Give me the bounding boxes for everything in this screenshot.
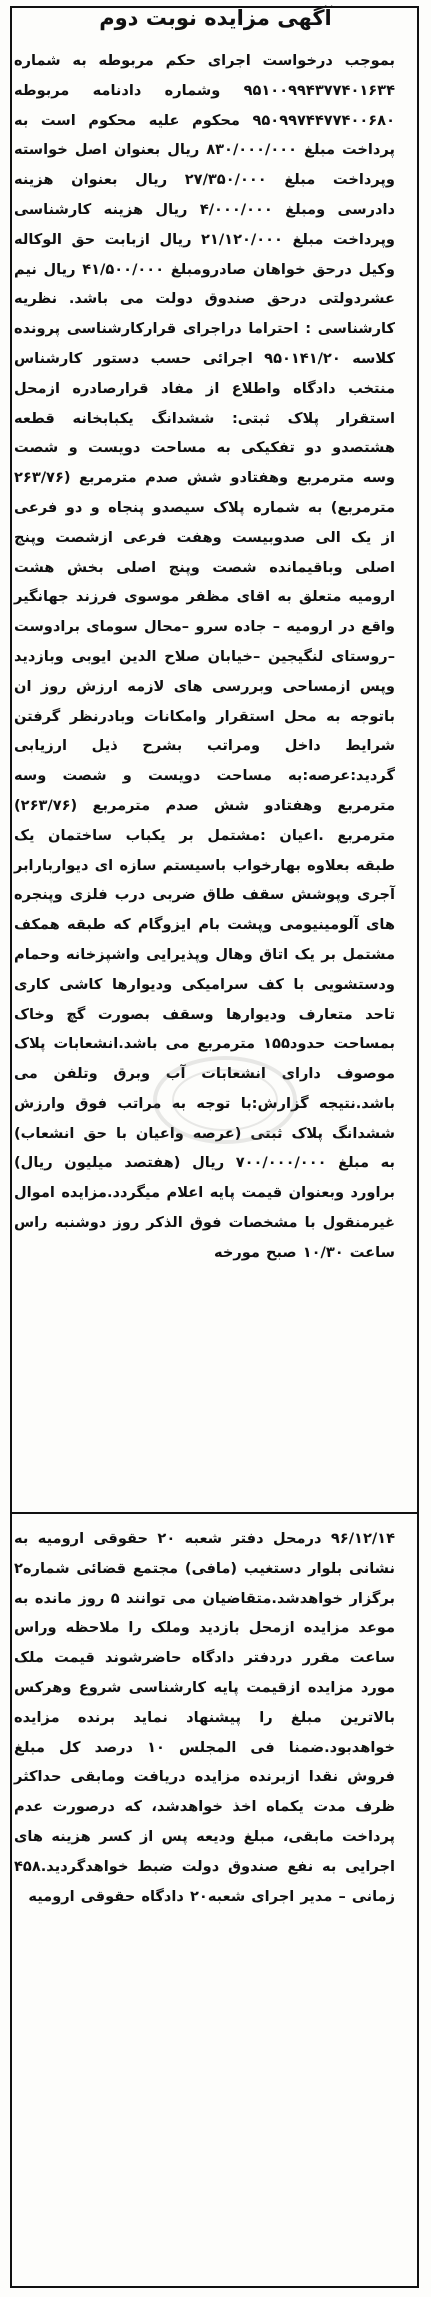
section-divider [10, 1512, 419, 1514]
watermark-stamp-icon [150, 1050, 300, 1150]
notice-body-part-2: ۹۶/۱۲/۱۴ درمحل دفتر شعبه ۲۰ حقوقی ارومیه به نشانی بلوار دستغیب (مافی) مجتمع قضائی شماره۲ برگزار خواهدشد.متقاضیان می توانند ۵ روز مانده به موعد مزایده ازمحل بازدید وملک را ملاحظه وراس ساعت مقرر دردفتر دادگاه حاضرشوند قیمت ملک مورد مزایده ازقیمت پایه کارشناسی شروع وهرکس بالاترین مبلغ را پیشنهاد نماید برنده مزایده خواهدبود.ضمنا فی المجلس ۱۰ درصد کل مبلغ فروش نقدا ازبرنده مزایده دریافت ومابقی حداکثر ظرف مدت یکماه اخذ خواهدشد، که درصورت عدم پرداخت مابقی، مبلغ ودیعه پس از کسر هزینه های اجرایی به نفع صندوق دولت ضبط خواهدگردید.۴۵۸ زمانی – مدیر اجرای شعبه۲۰ دادگاه حقوقی ارومیه [14, 1530, 395, 1905]
notice-title: آگهی مزایده نوبت دوم [99, 6, 332, 30]
notice-body-part-1: بموجب درخواست اجرای حکم مربوطه به شماره ۹۵۱۰۰۹۹۴۳۷۷۴۰۱۶۳۴ وشماره دادنامه مربوطه ۹۵۰۹۹۷۴۴۷۷۴۰۰۶۸۰ محکوم علیه محکوم است به پرداخت مبلغ ۸۳۰/۰۰۰/۰۰۰ ریال بعنوان اصل خواسته وپرداخت مبلغ ۲۷/۳۵۰/۰۰۰ ریال بعنوان هزینه دادرسی ومبلغ ۴/۰۰۰/۰۰۰ ریال هزینه کارشناسی وپرداخت مبلغ ۲۱/۱۲۰/۰۰۰ ریال ازبابت حق الوکاله وکیل درحق خواهان صادرومبلغ ۴۱/۵۰۰/۰۰۰ ریال نیم عشردولتی درحق صندوق دولت می باشد. نظریه کارشناسی : احتراما دراجرای قرارکارشناسی پرونده کلاسه ۹۵۰۱۴۱/۲۰ اجرائی حسب دستور کارشناس منتخب دادگاه واطلاع از مفاد قرارصادره ازمحل استقرار پلاک ثبتی: ششدانگ یکبابخانه قطعه هشتصدو دو تفکیکی به مساحت دویست و شصت وسه مترمربع وهفتادو شش صدم مترمربع (۲۶۳/۷۶ مترمربع) به شماره پلاک سیصدو پنجاه و دو فرعی از یک الی صدوبیست وهفت فرعی ازشصت وپنج اصلی وباقیمانده شصت وپنج اصلی بخش هشت ارومیه متعلق به اقای مظفر موسوی فرزند جهانگیر واقع در ارومیه – جاده سرو –محال سومای برادوست –روستای لنگیجین –خیابان صلاح الدین ایوبی وبازدید وپس ازمساحی وبررسی های لازمه ارزش روز ان باتوجه به محل استقرار وامکانات وبادرنظر گرفتن شرایط داخل ومراتب بشرح ذیل ارزیابی گردید:عرصه:به مساحت دویست و شصت وسه مترمربع وهفتادو شش صدم مترمربع (۲۶۳/۷۶) مترمربع .اعیان :مشتمل بر یکباب ساختمان یک طبقه بعلاوه بهارخواب باسیستم سازه ای دیواربارابر آجری وپوشش سقف طاق ضربی درب فلزی وپنجره های آلومینیومی وپشت بام ایزوگام که طبقه همکف مشتمل بر یک اتاق وهال وپذیرایی واشپزخانه وحمام ودستشویی با کف سرامیکی ودیوارها کاشی کاری تاحد متعارف ودیوارها وسقف بصورت گچ وخاک بمساحت حدود۱۵۵ مترمربع می باشد.انشعابات پلاک موصوف دارای انشعابات آب وبرق وتلفن می باشد.نتیجه گزارش:با توجه به مراتب فوق وارزش ششدانگ پلاک ثبتی (عرصه واعیان با حق انشعاب) به مبلغ ۷۰۰/۰۰۰/۰۰۰ ریال (هفتصد میلیون ریال) براورد وبعنوان قیمت پایه اعلام میگردد.مزایده اموال غیرمنقول با مشخصات فوق الذکر روز دوشنبه راس ساعت ۱۰/۳۰ صبح مورخه [14, 52, 395, 1261]
